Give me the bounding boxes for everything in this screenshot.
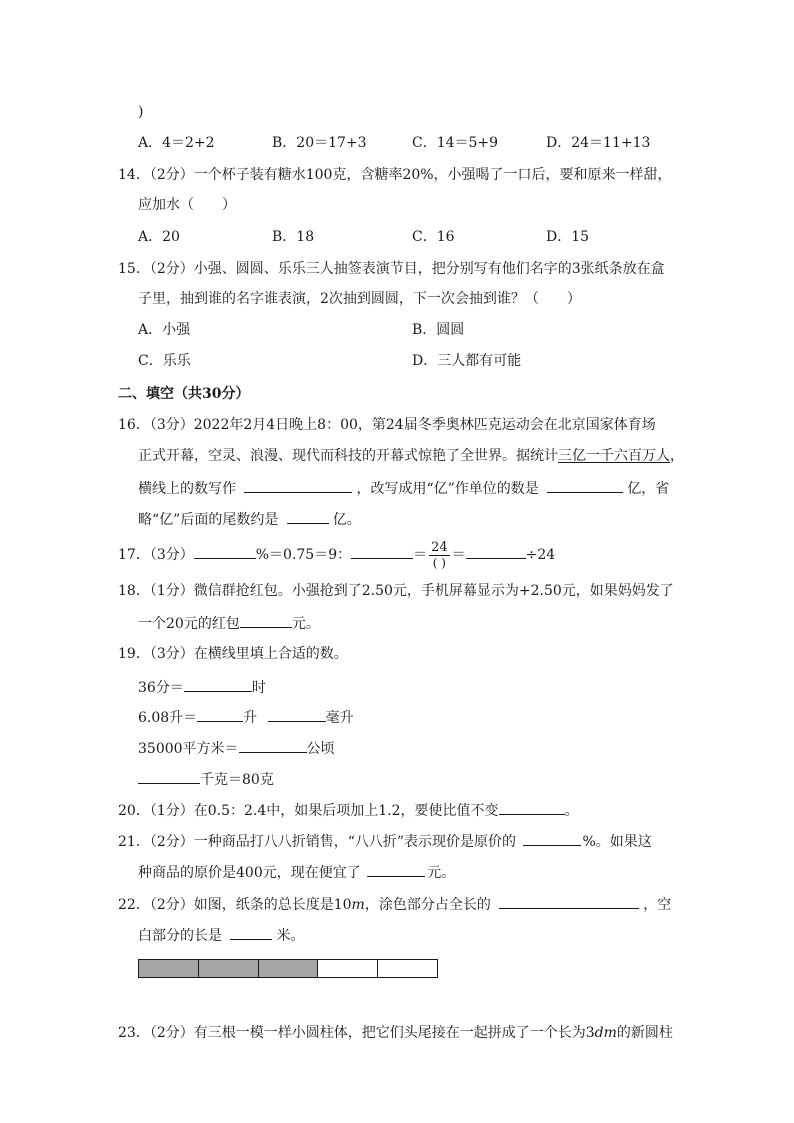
q23-line1-text: 23．（2分）有三根一模一样小圆柱体，把它们头尾接在一起拼成了一个长为3 [118,1025,595,1041]
q13-tail: ) [138,104,144,120]
q13-option-c: C．14＝5+9 [412,135,499,151]
q15-option-b: B．圆圆 [412,322,465,338]
q19-row-2 [138,706,354,728]
q15-option-d: D．三人都有可能 [412,353,522,369]
q15-option-c: C．乐乐 [138,353,191,369]
q19-blank-1[interactable] [184,676,252,692]
q18-line2-text: 一个20元的红包 [138,616,240,632]
q16-underlined-number: 三亿一千六百万人 [558,448,670,464]
q16-line2-end: ， [670,448,684,464]
q17-fraction [429,541,450,570]
strip-segment-shaded [259,960,319,977]
q21-blank-2[interactable] [367,861,425,877]
q19-r2-text: 6.08升＝ [138,710,198,726]
q15-option-a: A．小强 [138,322,191,338]
q16-blank-3[interactable] [287,508,329,524]
q22-line1-end: ，空 [643,897,672,913]
q17-numerator: 24 [431,539,448,555]
q19-r1-text: 36分＝ [138,680,184,696]
q23-line1 [118,1023,673,1043]
q21-blank-1[interactable] [523,830,581,846]
q16-line3 [138,477,669,499]
q22-blank-2[interactable] [230,924,272,940]
q19-blank-3[interactable] [268,706,326,722]
q16-blank-1[interactable] [244,477,352,493]
q20-line [118,799,579,821]
q16-line3-mid: ，改写成用“亿”作单位的数是 [356,481,539,497]
q17-eq: ＝ [413,547,428,563]
q13-option-a: A．4＝2+2 [138,135,215,151]
strip-segment-shaded [139,960,199,977]
q22-line1-mid: ，涂色部分占全长的 [364,897,491,913]
q23-line1-end: 的新圆柱 [616,1025,673,1041]
q14-option-a: A．20 [138,229,180,245]
q19-blank-5[interactable] [138,768,200,784]
q16-line2 [138,446,684,466]
q19-blank-4[interactable] [239,737,307,753]
q19-row-4 [138,768,274,790]
q18-blank[interactable] [240,612,292,628]
q21-line2 [138,861,455,883]
q16-line3-text: 横线上的数写作 [138,481,236,497]
q17-prefix: 17．（3分） [118,547,194,563]
q21-line1-text: 21．（2分）一种商品打八八折销售，“八八折”表示现价是原价的 [118,834,517,850]
q14-option-b: B．18 [272,229,315,245]
q16-line4-end: 亿。 [332,512,361,528]
q16-blank-2[interactable] [547,477,623,493]
section-title: 二、填空（共30分） [118,386,250,402]
q22-line2-end: 米。 [276,928,305,944]
q19-r1-unit: 时 [251,680,266,696]
q13-option-b: B．20＝17+3 [272,135,367,151]
q21-line2-text: 种商品的原价是400元，现在便宜了 [138,865,361,881]
q16-line3-end: 亿，省 [627,481,670,497]
q23-unit: dm [594,1025,617,1041]
q19-r4-text: 千克＝80克 [200,772,274,788]
paper-strip-figure [138,959,438,978]
q17-denominator[interactable]: ( ) [432,555,446,570]
q14-option-d: D．15 [546,229,590,245]
strip-segment-shaded [199,960,259,977]
q15-line2: 子里，抽到谁的名字谁表演，2次抽到圆圆，下一次会抽到谁？（ ） [138,291,581,307]
q17-blank-1[interactable] [194,543,256,559]
q22-line2 [138,924,304,946]
strip-segment-blank [318,960,378,977]
q19-r3-text: 35000平方米＝ [138,741,239,757]
q18-line2-end: 元。 [291,616,320,632]
q22-line1 [118,893,671,915]
q17-blank-2[interactable] [351,543,413,559]
q20-blank[interactable] [499,799,565,815]
q19-r3-unit: 公顷 [306,741,335,757]
q21-line1-end: %。如果这 [582,834,652,850]
q22-unit: m [351,897,365,913]
q18-line2 [138,612,320,634]
q22-blank-1[interactable] [499,893,639,909]
q16-line1: 16．（3分）2022年2月4日晚上8：00，第24届冬季奥林匹克运动会在北京国家体育场 [118,417,656,433]
q17-eq2: ＝ [451,547,466,563]
strip-segment-blank [378,960,437,977]
q19-r2-unit1: 升 [243,710,258,726]
q16-line4 [138,508,361,530]
q19-row-3 [138,737,335,759]
q20-end: 。 [564,803,579,819]
q19-line1: 19．（3分）在横线里填上合适的数。 [118,646,348,662]
q13-option-d: D．24＝11+13 [546,135,651,151]
q14-line2: 应加水（ ） [138,197,236,213]
q17-pct: %＝0.75＝9： [255,547,352,563]
q16-line2-text: 正式开幕，空灵、浪漫、现代而科技的开幕式惊艳了全世界。据统计 [138,448,558,464]
q21-line2-end: 元。 [427,865,456,881]
q17-blank-3[interactable] [466,543,526,559]
q17-line [118,537,555,573]
q19-row-1 [138,676,266,698]
q20-text: 20．（1分）在0.5：2.4中，如果后项加上1.2，要使比值不变 [118,803,499,819]
q17-div: ÷24 [525,547,556,563]
q19-r2-unit2: 毫升 [325,710,354,726]
q22-line1-text: 22．（2分）如图，纸条的总长度是10 [118,897,352,913]
q16-line4-text: 略“亿”后面的尾数约是 [138,512,279,528]
q19-blank-2[interactable] [197,706,243,722]
q14-line1: 14．（2分）一个杯子装有糖水100克，含糖率20%，小强喝了一口后，要和原来一样甜， [118,167,672,183]
q15-line1: 15．（2分）小强、圆圆、乐乐三人抽签表演节目，把分别写有他们名字的3张纸条放在盒 [118,261,665,277]
q18-line1: 18．（1分）微信群抢红包。小强抢到了2.50元，手机屏幕显示为+2.50元，如果妈妈发了 [118,583,674,599]
q14-option-c: C．16 [412,229,455,245]
q22-line2-text: 白部分的长是 [138,928,222,944]
q21-line1 [118,830,652,852]
